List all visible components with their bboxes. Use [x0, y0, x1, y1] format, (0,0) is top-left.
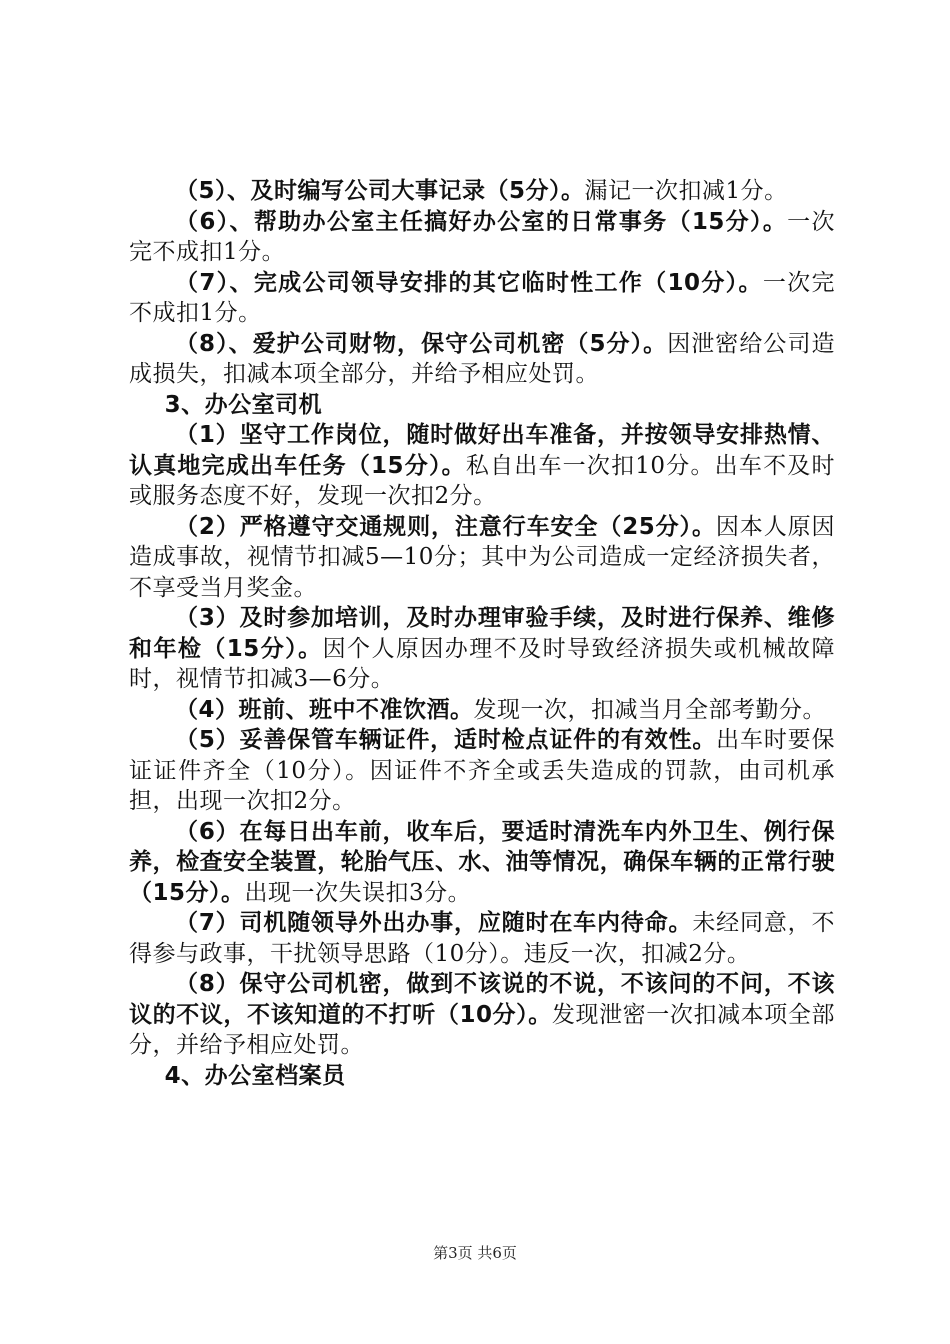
regular-text: 未经同意，不得参与政事，干扰领导思路（10分）。违反一次，扣减2分。: [129, 910, 835, 967]
regular-text: 因本人原因造成事故，视情节扣减5—10分；其中为公司造成一定经济损失者，不享受当月奖金。: [129, 513, 836, 601]
bold-text: （6）在每日出车前，收车后，要适时清洗车内外卫生、例行保养，检查安全装置，轮胎气压、水、油等情况，确保车辆的正常行驶（15分）。: [129, 818, 835, 906]
paragraph: [129, 390, 835, 421]
regular-text: 一次完不成扣1分。: [129, 208, 836, 265]
paragraph: [129, 420, 835, 512]
bold-text: 3、办公室司机: [164, 391, 323, 418]
bold-text: （5）妥善保管车辆证件，适时检点证件的有效性。: [175, 727, 717, 753]
paragraph: [129, 176, 835, 207]
regular-text: 发现一次，扣减当月全部考勤分。: [473, 696, 827, 723]
bold-text: （8）保守公司机密，做到不该说的不说，不该问的不问，不该议的不议，不该知道的不打听（10分）。: [129, 971, 835, 1028]
bold-text: （3）及时参加培训，及时办理审验手续，及时进行保养、维修和年检（15分）。: [129, 605, 835, 662]
paragraph: [129, 512, 835, 604]
bold-text: 4、办公室档案员: [164, 1062, 346, 1089]
bold-text: （8）、爱护公司财物，保守公司机密（5分）。: [175, 330, 668, 357]
regular-text: 发现泄密一次扣减本项全部分，并给予相应处罚。: [129, 1001, 835, 1058]
paragraph: [129, 817, 835, 909]
regular-text: 私自出车一次扣10分。出车不及时或服务态度不好，发现一次扣2分。: [129, 452, 835, 509]
bold-text: （7）司机随领导外出办事，应随时在车内待命。: [175, 910, 693, 936]
paragraph: [129, 725, 835, 817]
paragraph: [129, 207, 835, 268]
paragraph: [129, 603, 835, 695]
bold-text: （5）、及时编写公司大事记录（5分）。: [175, 178, 585, 204]
bold-text: （7）、完成公司领导安排的其它临时性工作（10分）。: [175, 269, 763, 296]
bold-text: （1）坚守工作岗位，随时做好出车准备，并按领导安排热情、认真地完成出车任务（15分）。: [129, 422, 835, 479]
bold-text: （6）、帮助办公室主任搞好办公室的日常事务（15分）。: [175, 208, 788, 235]
regular-text: 因个人原因办理不及时导致经济损失或机械故障时，视情节扣减3—6分。: [129, 635, 835, 692]
regular-text: 出车时要保证证件齐全（10分）。因证件不齐全或丢失造成的罚款，由司机承担，出现一次扣2分。: [129, 727, 836, 814]
paragraph: [129, 329, 835, 390]
regular-text: 出现一次失误扣3分。: [244, 879, 472, 906]
paragraph: [129, 969, 835, 1061]
document-body: [129, 176, 835, 1091]
paragraph: [129, 695, 835, 726]
regular-text: 一次完不成扣1分。: [129, 269, 836, 326]
regular-text: 因泄密给公司造成损失，扣减本项全部分，并给予相应处罚。: [129, 330, 836, 387]
paragraph: [129, 268, 835, 329]
paragraph: [129, 908, 835, 969]
paragraph: [129, 1061, 835, 1092]
bold-text: （2）严格遵守交通规则，注意行车安全（25分）。: [175, 513, 716, 540]
bold-text: （4）班前、班中不准饮酒。: [175, 696, 474, 723]
regular-text: 漏记一次扣减1分。: [584, 178, 788, 204]
page-footer: 第3页 共6页: [433, 1244, 517, 1262]
